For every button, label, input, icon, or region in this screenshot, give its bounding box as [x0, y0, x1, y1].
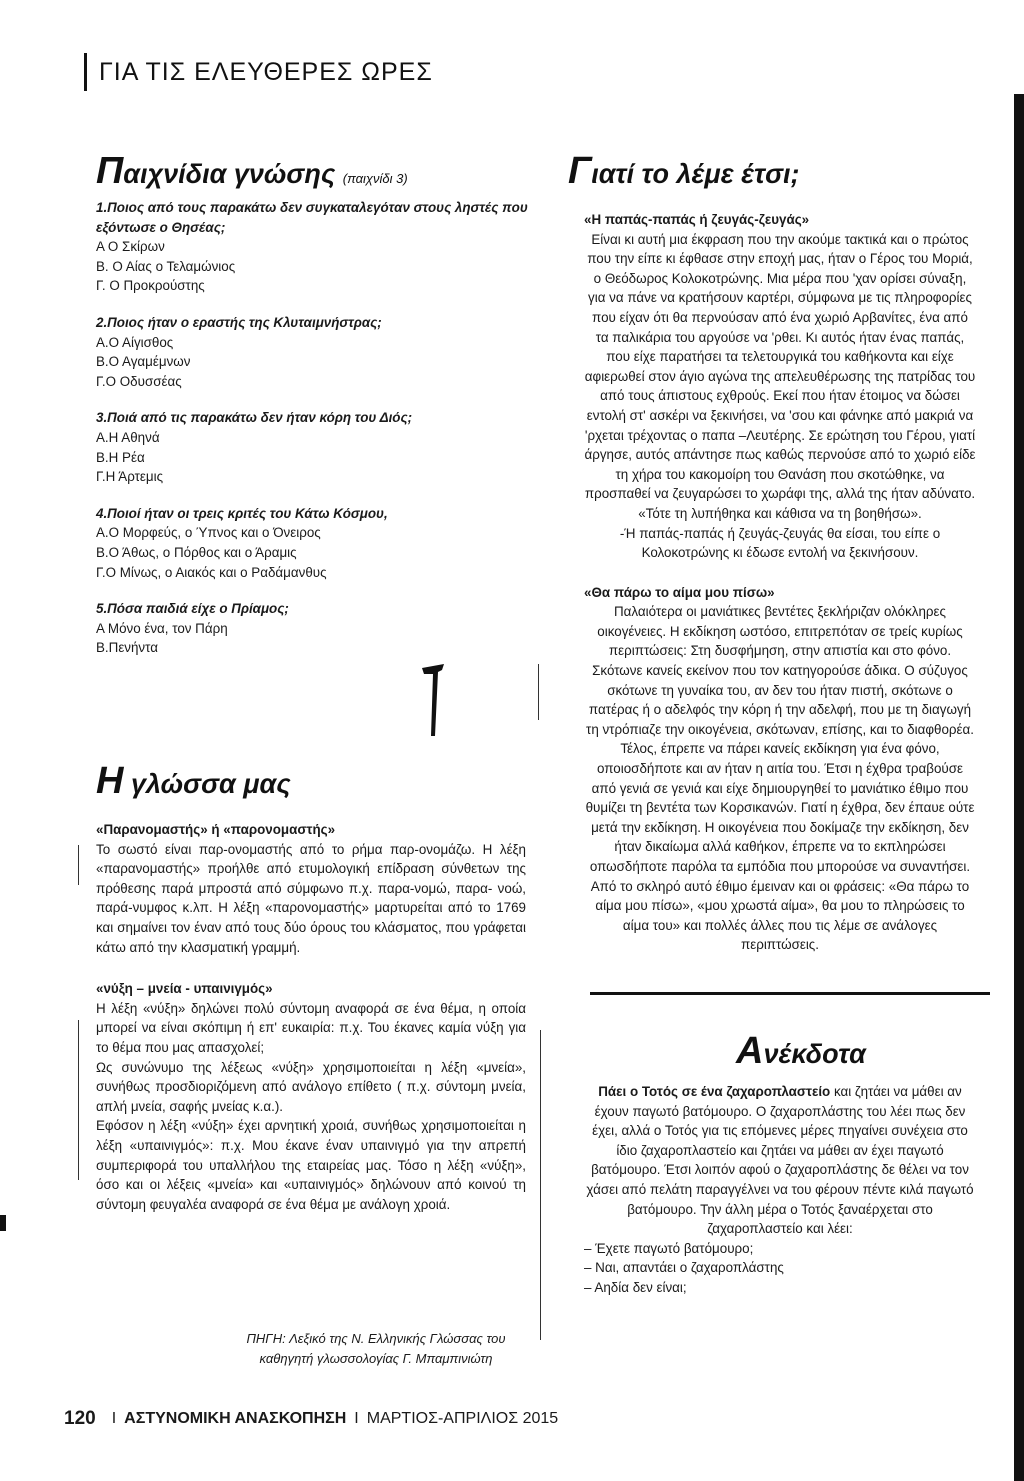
column-rule	[538, 664, 539, 720]
page-number: 120	[64, 1408, 96, 1429]
why-body	[584, 210, 976, 955]
question-text: 3.Ποιά από τις παρακάτω δεν ήταν κόρη του Διός;	[96, 410, 413, 426]
answer-b: Β. Ο Αίας ο Τελαμώνιος	[96, 258, 236, 274]
quiz-title-note: (παιχνίδι 3)	[342, 171, 408, 186]
anecdote-line-3: – Αηδία δεν είναι;	[584, 1279, 687, 1295]
why-paragraph-4: Από το σκληρό αυτό έθιμο έμειναν και οι φράσεις: «Θα πάρω το αίμα μου πίσω», «μου χρωστά αίμα», θα μου το πληρώσεις το αίμα του» και πολλές άλλες που τις λέμε σε ανάλογες περιπτώσεις.	[590, 878, 970, 953]
margin-rule	[78, 845, 79, 885]
anecdote-title-initial: Α	[736, 1030, 764, 1072]
why-title-rest: ιατί το λέμε έτσι;	[591, 159, 800, 189]
answer-b: Β.Πενήντα	[96, 640, 158, 656]
right-edge-strip	[1014, 94, 1024, 1481]
why-paragraph-2: -Ή παπάς-παπάς ή ζευγάς-ζευγάς θα είσαι, του είπε ο Κολοκοτρώνης κι έδωσε εντολή να ξεκινήσουν.	[619, 525, 941, 561]
quiz-question-2	[96, 313, 536, 391]
page-footer	[64, 1408, 558, 1430]
language-paragraph-4: Εφόσον η λέξη «νύξη» έχει αρνητική χροιά, συνήθως χρησιμοποιείται η λέξη «υπαινιγμός»: π.χ. Μου έκανε έναν υπαινιγμό για την απρεπή συμπεριφορά του υπαλλήλου της εταιρείας μας. Τόσο η λέξη «νύξη», όσο και οι λέξεις «μνεία» και «υπαινιγμός» δηλώνουν από κοινού τη σύντομη φευγαλέα αναφορά σε ένα θέμα με ανάλογη χροιά.	[96, 1118, 526, 1212]
anecdote-text: και ζητάει να μάθει αν έχουν παγωτό βατόμουρο. Ο ζαχαροπλάστης του λέει πως δεν έχει, αλλά ο Τοτός για τις επόμενες μέρες πηγαίνει συνέχεια στο ίδιο ζαχαροπλαστείο και ζητάει να μάθει αν έχει παγωτό βατόμουρο. Έτσι λοιπόν αφού ο ζαχαροπλάστης δε θέλει να τον χάσει από πελάτη παραγγέλνει να του φέρουν πέντε κιλά παγωτό βατόμουρο. Την άλλη μέρα ο Τοτός ξαναέρχεται στο ζαχαροπλαστείο και λέει:	[586, 1084, 974, 1237]
answer-a: Α.Ο Μορφεύς, ο Ύπνος και ο Όνειρος	[96, 525, 321, 541]
quiz-question-3	[96, 408, 536, 486]
answer-b: Β.Ο Άθως, ο Πόρθος και ο Άραμις	[96, 544, 297, 560]
quiz-question-5	[96, 599, 536, 658]
left-edge-mark	[0, 1215, 6, 1231]
language-paragraph-1: Το σωστό είναι παρ-ονομαστής από το ρήμα παρ-ονομάζω. Η λέξη «παρανομαστής» προήλθε από ετυμολογική επίδραση σύνθετων της πρόθεσης παρά μπροστά από σύμφωνο π.χ. παρα-νομώ, παρα- νοώ, παρά-νυμφος κ.λπ. Η λέξη «παρονομαστής» μαρτυρείται από το 1769 και σημαίνει τον έναν από τους δύο όρους του κλάσματος, που γράφεται κάτω από την κλασματική γραμμή.	[96, 841, 526, 955]
page-header	[84, 52, 433, 92]
quiz-question-4	[96, 504, 536, 582]
brush-stroke-graphic	[418, 660, 448, 740]
why-title-initial: Γ	[568, 150, 592, 192]
language-title	[96, 760, 291, 803]
anecdote-title-rest: νέκδοτα	[763, 1039, 866, 1069]
quiz-title-rest: αιχνίδια γνώσης	[123, 159, 336, 189]
answer-c: Γ.Η Άρτεμις	[96, 469, 164, 485]
header-title: ΓΙΑ ΤΙΣ ΕΛΕΥΘΕΡΕΣ ΩΡΕΣ	[99, 57, 433, 86]
answer-a: Α Μόνο ένα, τον Πάρη	[96, 620, 228, 636]
question-text: 2.Ποιος ήταν ο εραστής της Κλυταιμνήστρας;	[96, 314, 382, 330]
anecdote-title	[736, 1030, 866, 1073]
language-subhead-2: «νύξη – μνεία - υπαινιγμός»	[96, 981, 273, 997]
anecdote-line-1: – Έχετε παγωτό βατόμουρο;	[584, 1240, 754, 1256]
quiz-question-1	[96, 198, 536, 296]
answer-b: Β.Ο Αγαμέμνων	[96, 354, 191, 370]
language-title-rest: γλώσσα μας	[130, 769, 291, 799]
answer-a: Α.Η Αθηνά	[96, 429, 160, 445]
footer-separator: Ι	[111, 1410, 117, 1427]
margin-rule	[78, 1020, 79, 1180]
language-subhead-1: «Παρανομαστής» ή «παρονομαστής»	[96, 822, 336, 837]
anecdote-lead: Πάει ο Τοτός σε ένα ζαχαροπλαστείο	[598, 1084, 831, 1099]
language-paragraph-3: Ως συνώνυμο της λέξεως «νύξη» χρησιμοποιείται η λέξη «μνεία», συνήθως προσδιοριζόμενη από ανάλογο επίθετο ( π.χ. σύντομη μνεία, απλή μνεία, σαφής μνείας κ.α.).	[96, 1059, 526, 1114]
magazine-name: ΑΣΤΥΝΟΜΙΚΗ ΑΝΑΣΚΟΠΗΣΗ	[124, 1410, 347, 1427]
why-paragraph-3: Παλαιότερα οι μανιάτικες βεντέτες ξεκλήριζαν ολόκληρες οικογένειες. Η εκδίκηση ωστόσο, επιτρεπόταν σε τρείς κυρίως περιπτώσεις: Στη δυσφήμηση, στην απιστία και στο φόνο. Σκότωνε κανείς εκείνον που τον κατηγορούσε άδικα. Ο σύζυγος σκότωνε τη γυναίκα του, αν δεν του ήταν πιστή, σκότωνε ο πατέρας ή ο αδελφός την κόρη ή την αδελφή, που με τη διαγωγή τη ντρόπιαζε την οικογένεια, σκότωναν, επίσης, και το διαφθορέα. Τέλος, έπρεπε να πάρει κανείς εκδίκηση για ένα φόνο, οποιοσδήποτε και αν ήταν η αιτία του. Έτσι η έχθρα τραβούσε από γενιά σε γενιά και είχε δημιουργηθεί το μανιάτικο έθιμο που θυμίζει τη βεντέτα των Κορσικανών. Γιατί η έχθρα, δεν έπαυε ούτε μετά την εκδίκηση. Η οικογένεια που δοκίμαζε την εκδίκηση, δεν ήταν δικαίωμα αλλά καθήκον, έπρεπε να το εκπληρώσει οπωσδήποτε παρόλα τα εμπόδια που μπορούσε να συναντήσει.	[585, 604, 975, 874]
answer-b: Β.Η Ρέα	[96, 449, 145, 465]
why-subhead-2: «Θα πάρω το αίμα μου πίσω»	[584, 584, 775, 600]
why-title	[568, 150, 800, 193]
language-title-initial: Η	[96, 760, 124, 802]
language-paragraph-2: Η λέξη «νύξη» δηλώνει πολύ σύντομη αναφορά σε ένα θέμα, η οποία μπορεί να είναι σκόπιμη ή επ' ευκαιρία: π.χ. Του έκανες καμία νύξη για το θέμα που μας απασχολεί;	[96, 1000, 526, 1055]
answer-c: Γ.Ο Οδυσσέας	[96, 373, 182, 389]
anecdote-paragraph	[584, 1082, 976, 1239]
question-text: 4.Ποιοί ήταν οι τρεις κριτές του Κάτω Κόσμου,	[96, 505, 388, 521]
header-bar	[84, 53, 87, 91]
answer-c: Γ. Ο Προκρούστης	[96, 278, 205, 294]
answer-a: Α.Ο Αίγισθος	[96, 334, 174, 350]
language-body	[96, 820, 526, 1214]
quiz-title	[96, 150, 408, 193]
section-divider	[590, 992, 990, 995]
question-text: 1.Ποιος από τους παρακάτω δεν συγκαταλεγόταν στους ληστές που εξόντωσε ο Θησέας;	[96, 200, 528, 235]
column-rule	[540, 1030, 541, 1340]
quiz-title-initial: Π	[96, 150, 124, 192]
answer-a: Α Ο Σκίρων	[96, 239, 165, 255]
answer-c: Γ.Ο Μίνως, ο Αιακός και ο Ραδάμανθυς	[96, 564, 327, 580]
anecdote-body	[584, 1082, 976, 1298]
footer-separator: Ι	[354, 1410, 359, 1427]
why-paragraph-1: Είναι κι αυτή μια έκφραση που την ακούμε τακτικά και ο πρώτος που την είπε κι έφθασε στην εποχή μας, ήταν ο Γέρος του Μοριά, ο Θεόδωρος Κολοκοτρώνης. Μια μέρα που 'χαν ορίσει σύναξη, για να πάνε να κρατήσουν καρτέρι, σύμφωνα με τις πληροφορίες που είχαν ότι θα περνούσαν από ένα χωριό Αρβανίτες, ένα από τα παλικάρια του αργούσε να 'ρθει. Κι αυτός ήταν ένας παπάς, που είχε παρατήσει τα τελετουργικά του καθήκοντα και είχε αφιερωθεί στον άγιο αγώνα της απελευθέρωσης της πατρίδας του από τους άπιστους εχθρούς. Εκεί που ήταν έτοιμος να δώσει εντολή στ' ασκέρι να ξεκινήσει, να 'σου και φάνηκε από μακριά να 'ρχεται τρέχοντας ο παπα –Λευτέρης. Σε ερώτηση του Γέρου, γιατί άργησε, αυτός απάντησε πως καθώς περνούσε από το χωριό είδε τη χήρα του κακομοίρη του Θανάση που σκοτώθηκε, να προσπαθεί να ζευγαρώσει το χωράφι της, αλλά της ήταν αδύνατο. «Τότε τη λυπήθηκα και κάθισα να τη βοηθήσω».	[584, 231, 976, 521]
language-source: ΠΗΓΗ: Λεξικό της Ν. Ελληνικής Γλώσσας του καθηγητή γλωσσολογίας Γ. Μπαμπινιώτη	[246, 1331, 506, 1366]
anecdote-line-2: – Ναι, απαντάει ο ζαχαροπλάστης	[584, 1260, 784, 1276]
question-text: 5.Πόσα παιδιά είχε ο Πρίαμος;	[96, 601, 289, 617]
issue-date: ΜΑΡΤΙΟΣ-ΑΠΡΙΛΙΟΣ 2015	[366, 1410, 559, 1427]
why-subhead-1: «Η παπάς-παπάς ή ζευγάς-ζευγάς»	[584, 212, 810, 227]
quiz-list	[96, 198, 536, 658]
